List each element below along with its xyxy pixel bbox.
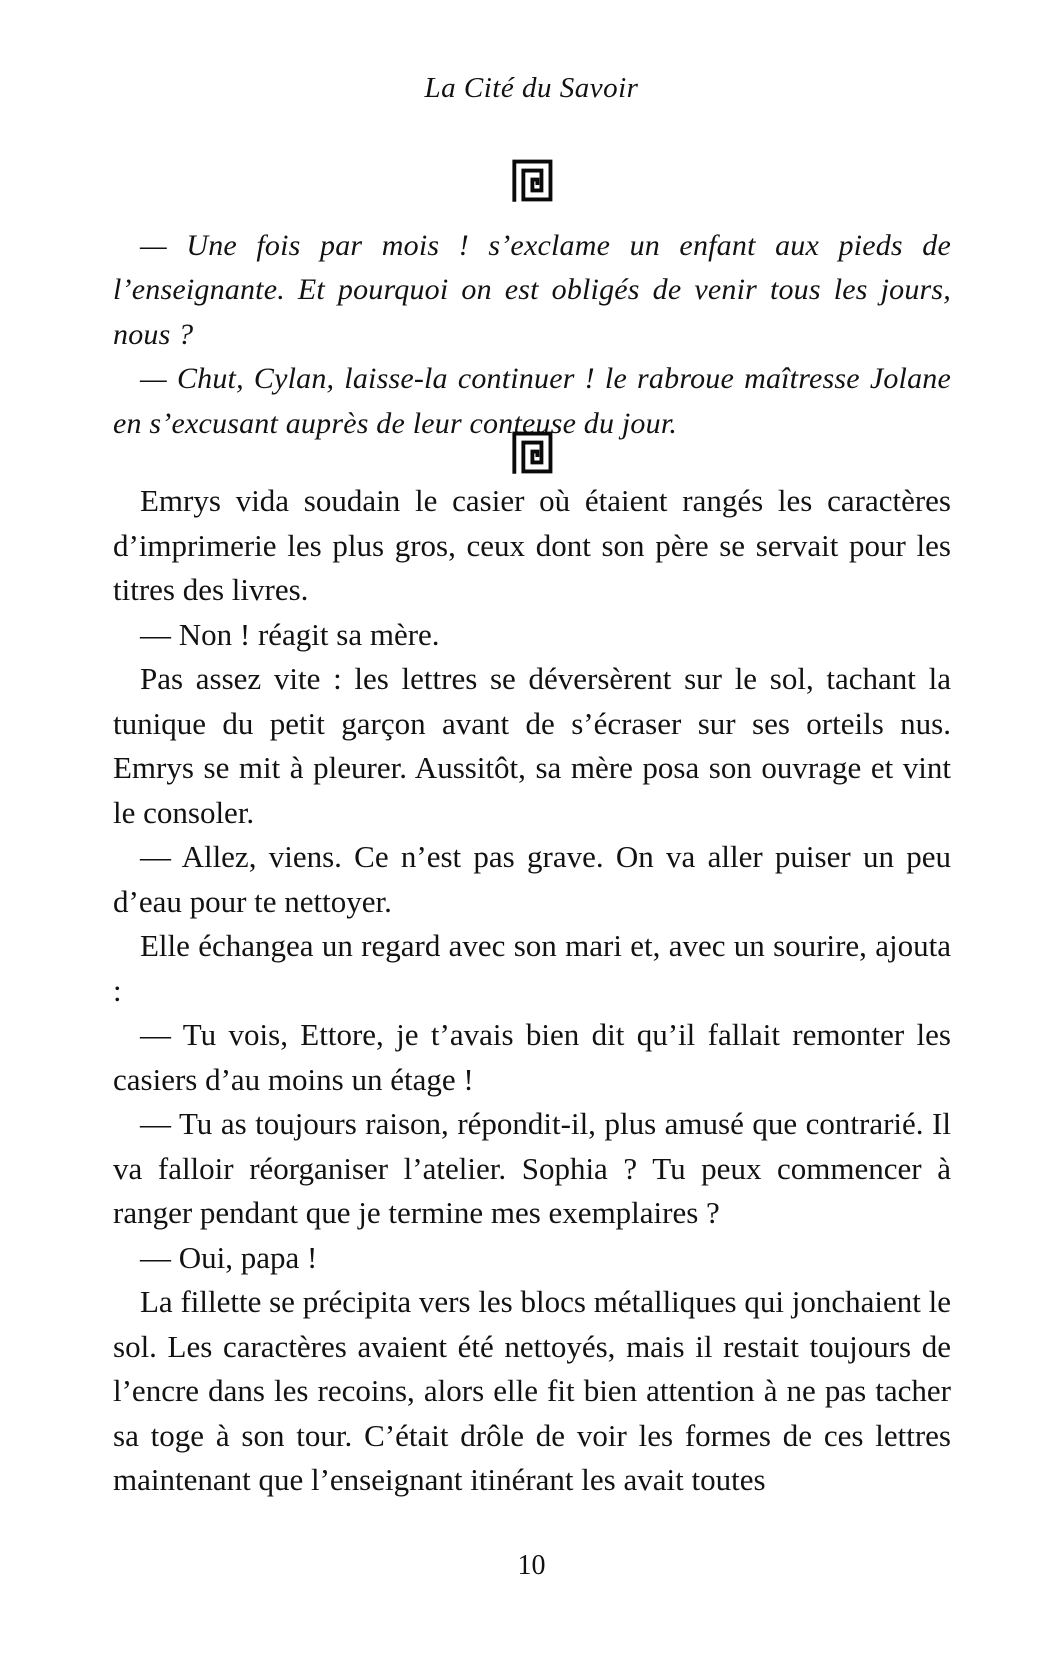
paragraph: — Chut, Cylan, laisse-la continuer ! le rabroue maîtresse Jolane en s’excusant auprès de leur conteuse du jour. <box>113 362 951 440</box>
paragraph: — Tu as toujours raison, répondit-il, plus amusé que contrarié. Il va falloir réorganiser l’atelier. Sophia ? Tu peux commencer à ranger pendant que je termine mes exemplaires ? <box>113 1106 951 1230</box>
main-text-section <box>113 479 951 1503</box>
paragraph: Elle échangea un regard avec son mari et, avec un sourire, ajouta : <box>113 928 951 1008</box>
paragraph: — Une fois par mois ! s’exclame un enfant aux pieds de l’enseignante. Et pourquoi on est obligés de venir tous les jours, nous ? <box>113 229 951 351</box>
section-break-ornament <box>0 157 1063 204</box>
paragraph: — Allez, viens. Ce n’est pas grave. On va aller puiser un peu d’eau pour te nettoyer. <box>113 839 951 919</box>
paragraph: — Tu vois, Ettore, je t’avais bien dit qu’il fallait remonter les casiers d’au moins un étage ! <box>113 1017 951 1097</box>
section-break-ornament <box>0 429 1063 476</box>
paragraph: — Non ! réagit sa mère. <box>140 616 440 652</box>
running-header: La Cité du Savoir <box>424 72 639 104</box>
square-spiral-icon <box>508 429 555 476</box>
dialogue-excerpt-section <box>113 224 951 446</box>
square-spiral-icon <box>508 157 555 204</box>
paragraph: — Oui, papa ! <box>140 1239 318 1275</box>
paragraph: Emrys vida soudain le casier où étaient rangés les caractères d’imprimerie les plus gros, ceux dont son père se servait pour les titres des livres. <box>113 483 951 607</box>
paragraph: Pas assez vite : les lettres se déversèrent sur le sol, tachant la tunique du petit garçon avant de s’écraser sur ses orteils nus. Emrys se mit à pleurer. Aussitôt, sa mère posa son ouvrage et vint le consoler. <box>113 661 951 830</box>
paragraph: La fillette se précipita vers les blocs métalliques qui jonchaient le sol. Les caractères avaient été nettoyés, mais il restait toujours de l’encre dans les recoins, alors elle fit bien attention à ne pas tacher sa toge à son tour. C’était drôle de voir les formes de ces lettres maintenant que l’enseignant itinérant les avait toutes <box>113 1284 951 1497</box>
page-number: 10 <box>517 1550 546 1581</box>
